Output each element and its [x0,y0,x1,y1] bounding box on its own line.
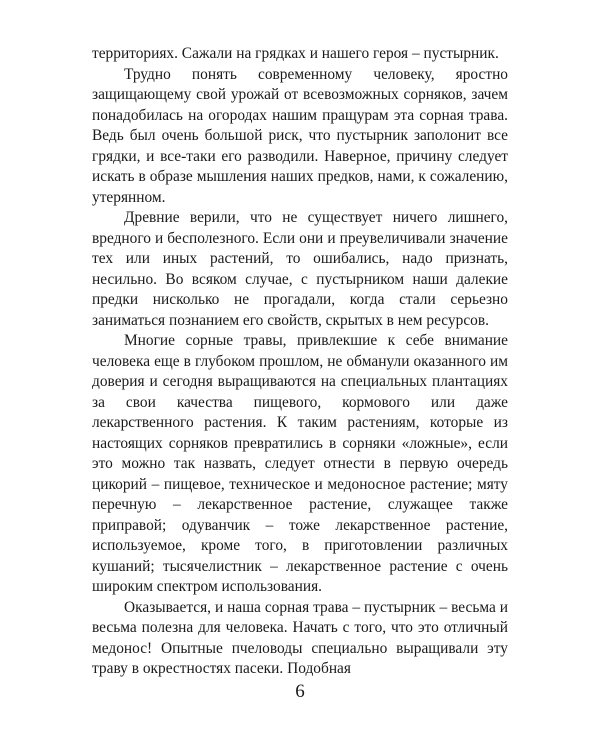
paragraph: Трудно понять современному человеку, яростно защищающему свой урожай от всевозможных сорняков, зачем понадобилась на огородах нашим пращурам эта сорная трава. Ведь был очень большой риск, что пустырник заполонит все грядки, и все-таки его разводили. Наверное, причину следует искать в образе мышления наших предков, нами, к сожалению, утерянном. [92,65,508,206]
paragraph-continuation: территориях. Сажали на грядках и нашего героя – пустырник. [92,45,499,62]
paragraph: Древние верили, что не существует ничего лишнего, вредного и бесполезного. Если они и преувеличивали значение тех или иных растений, то ошибались, надо признать, несильно. Во всяком случае, с пустырником наши далекие предки нисколько не прогадали, когда стали серьезно заниматься познанием его свойств, скрытых в нем ресурсов. [92,209,508,329]
paragraph: Оказывается, и наша сорная трава – пустырник – весьма и весьма полезна для человека. Начать с того, что это отличный медонос! Опытные пчеловоды специально выращивали эту траву в окрестностях пасеки. Подобная [92,598,508,677]
body-text [92,44,508,680]
page-number: 6 [295,681,305,702]
paragraph: Многие сорные травы, привлекшие к себе внимание человека еще в глубоком прошлом, не обманули оказанного им доверия и сегодня выращиваются на специальных плантациях за свои качества пищевого, кормового или даже лекарственного растения. К таким растениям, которые из настоящих сорняков превратились в сорняки «ложные», если это можно так назвать, следует отнести в первую очередь цикорий – пищевое, техническое и медоносное растение; мяту перечную – лекарственное растение, служащее также приправой; одуванчик – тоже лекарственное растение, используемое, кроме того, в приготовлении различных кушаний; тысячелистник – лекарственное растение с очень широким спектром использования. [92,332,508,595]
